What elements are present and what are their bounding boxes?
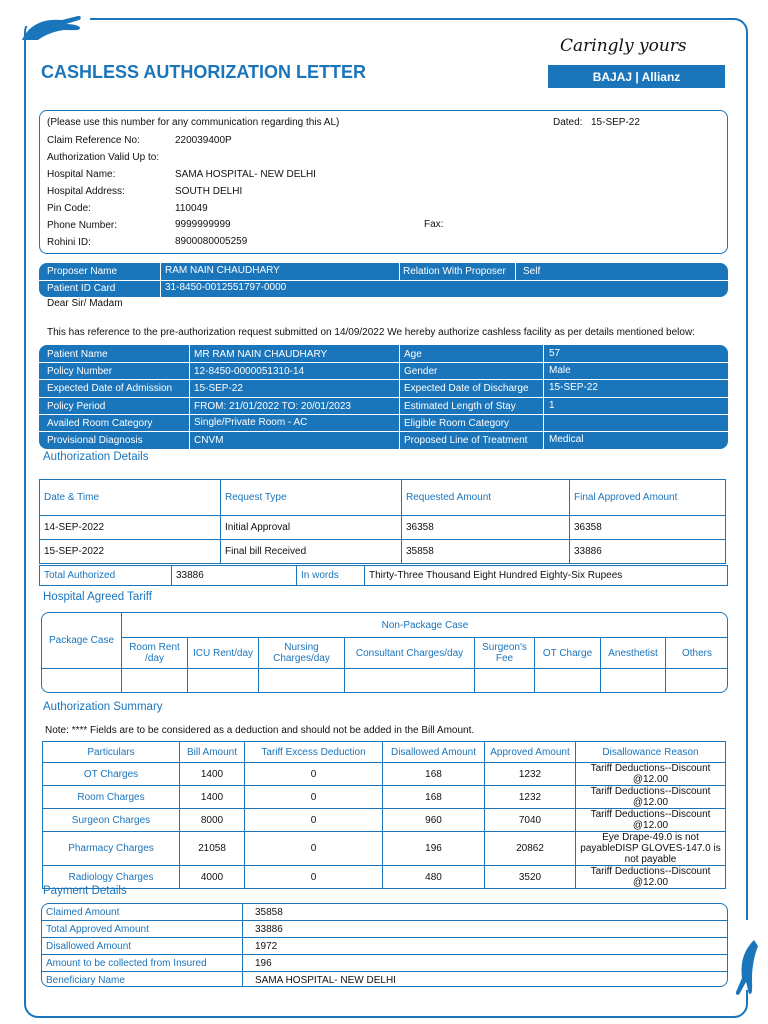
proposer-col-divider-2	[399, 263, 400, 280]
patient-row-divider	[39, 397, 728, 398]
payment-table	[41, 903, 728, 987]
header-cell: Consultant Charges/day	[345, 638, 475, 669]
room-category-value: Single/Private Room - AC	[194, 417, 308, 428]
reason-cell: Tariff Deductions--Discount @12.00	[576, 763, 726, 786]
table-cell	[122, 669, 188, 694]
table-cell	[345, 669, 475, 694]
pin-code-value: 110049	[175, 203, 208, 214]
payment-label: Amount to be collected from Insured	[42, 955, 243, 972]
tagline: Caringly yours	[560, 36, 687, 56]
dated-label: Dated:	[553, 117, 583, 128]
table-cell	[475, 669, 535, 694]
table-row	[42, 669, 729, 694]
table-row	[42, 904, 729, 921]
proposer-col-divider-3	[515, 263, 516, 280]
table-cell: 33886	[570, 540, 726, 564]
policy-period-value: FROM: 21/01/2022 TO: 20/01/2023	[194, 401, 351, 412]
table-cell	[601, 669, 666, 694]
age-value: 57	[549, 348, 561, 359]
phone-value: 9999999999	[175, 219, 231, 230]
diagnosis-label: Provisional Diagnosis	[47, 435, 143, 446]
header-cell: Nursing Charges/day	[259, 638, 345, 669]
patient-col-divider	[189, 345, 190, 449]
package-case-header: Package Case	[42, 613, 122, 669]
header-cell: Request Type	[221, 480, 402, 516]
table-cell	[666, 669, 729, 694]
table-cell: 480	[383, 866, 485, 889]
table-cell: 1232	[485, 786, 576, 809]
payment-value: SAMA HOSPITAL- NEW DELHI	[243, 972, 729, 988]
table-row	[42, 955, 729, 972]
header-cell: Date & Time	[40, 480, 221, 516]
eligible-room-label: Eligible Room Category	[404, 418, 510, 429]
table-cell	[42, 669, 122, 694]
patient-id-label: Patient ID Card	[47, 283, 116, 294]
auth-summary-heading: Authorization Summary	[43, 701, 163, 713]
discharge-date-value: 15-SEP-22	[549, 382, 598, 393]
payment-label: Claimed Amount	[42, 904, 243, 921]
payment-label: Total Approved Amount	[42, 921, 243, 938]
claim-ref-value: 220039400P	[175, 135, 232, 146]
table-row	[43, 832, 726, 866]
header-cell: Particulars	[43, 742, 180, 763]
table-cell: 20862	[485, 832, 576, 866]
tariff-heading: Hospital Agreed Tariff	[43, 591, 152, 603]
table-cell: 0	[245, 832, 383, 866]
table-cell	[188, 669, 259, 694]
hospital-address-label: Hospital Address:	[47, 186, 125, 197]
header-cell: Final Approved Amount	[570, 480, 726, 516]
table-cell: 1232	[485, 763, 576, 786]
phone-label: Phone Number:	[47, 220, 118, 231]
dated-value: 15-SEP-22	[591, 117, 640, 128]
caring-hand-icon	[18, 10, 84, 44]
table-cell: 0	[245, 786, 383, 809]
room-category-label: Availed Room Category	[47, 418, 153, 429]
table-cell: 1400	[180, 763, 245, 786]
in-words-label: In words	[297, 566, 365, 586]
table-cell: 21058	[180, 832, 245, 866]
header-cell: Room Rent /day	[122, 638, 188, 669]
non-package-case-header: Non-Package Case	[122, 613, 729, 638]
claim-ref-label: Claim Reference No:	[47, 135, 140, 146]
admission-date-label: Expected Date of Admission	[47, 383, 173, 394]
table-row	[42, 972, 729, 988]
gender-value: Male	[549, 365, 571, 376]
proposer-name-label: Proposer Name	[47, 266, 118, 277]
brand-logo-text: BAJAJ | Allianz	[592, 69, 681, 84]
table-cell: 196	[383, 832, 485, 866]
payment-value: 1972	[243, 938, 729, 955]
table-header-row	[40, 480, 726, 516]
tariff-table	[41, 612, 728, 693]
table-row	[42, 938, 729, 955]
table-header-row	[43, 742, 726, 763]
admission-date-value: 15-SEP-22	[194, 383, 243, 394]
discharge-date-label: Expected Date of Discharge	[404, 383, 529, 394]
table-cell: Final bill Received	[221, 540, 402, 564]
header-cell: Disallowance Reason	[576, 742, 726, 763]
diagnosis-value: CNVM	[194, 435, 224, 446]
salutation: Dear Sir/ Madam	[47, 298, 123, 309]
table-row	[43, 763, 726, 786]
hospital-address-value: SOUTH DELHI	[175, 186, 243, 197]
table-cell: Initial Approval	[221, 516, 402, 540]
payment-value: 35858	[243, 904, 729, 921]
fax-label: Fax:	[424, 219, 444, 230]
rohini-value: 8900080005259	[175, 236, 248, 247]
particular-cell: OT Charges	[43, 763, 180, 786]
policy-number-value: 12-8450-0000051310-14	[194, 366, 305, 377]
payment-heading: Payment Details	[43, 885, 127, 897]
particular-cell: Pharmacy Charges	[43, 832, 180, 866]
claim-note: (Please use this number for any communication regarding this AL)	[47, 117, 340, 128]
table-cell: 0	[245, 809, 383, 832]
table-cell	[259, 669, 345, 694]
patient-name-value: MR RAM NAIN CHAUDHARY	[194, 349, 328, 360]
table-cell: 0	[245, 866, 383, 889]
table-cell	[535, 669, 601, 694]
table-header-row	[42, 638, 729, 669]
table-cell: 35858	[402, 540, 570, 564]
table-cell: 168	[383, 763, 485, 786]
rohini-label: Rohini ID:	[47, 237, 91, 248]
hospital-name-value: SAMA HOSPITAL- NEW DELHI	[175, 169, 316, 180]
treatment-value: Medical	[549, 434, 584, 445]
reason-cell: Tariff Deductions--Discount @12.00	[576, 866, 726, 889]
payment-label: Beneficiary Name	[42, 972, 243, 988]
pin-code-label: Pin Code:	[47, 203, 91, 214]
table-cell: 8000	[180, 809, 245, 832]
particular-cell: Surgeon Charges	[43, 809, 180, 832]
length-of-stay-label: Estimated Length of Stay	[404, 401, 516, 412]
relation-label: Relation With Proposer	[403, 266, 506, 277]
tariff-grid	[41, 612, 728, 693]
auth-details-heading: Authorization Details	[43, 451, 149, 463]
header-cell: Surgeon's Fee	[475, 638, 535, 669]
reason-cell: Tariff Deductions--Discount @12.00	[576, 809, 726, 832]
particular-cell: Radiology Charges	[43, 866, 180, 889]
policy-period-label: Policy Period	[47, 401, 106, 412]
relation-value: Self	[523, 266, 541, 277]
header-cell: OT Charge	[535, 638, 601, 669]
patient-id-value: 31-8450-0012551797-0000	[165, 282, 287, 293]
header-cell: Requested Amount	[402, 480, 570, 516]
brand-logo	[548, 65, 725, 88]
auth-total-table	[39, 565, 728, 586]
in-words-value: Thirty-Three Thousand Eight Hundred Eighty-Six Rupees	[365, 566, 728, 586]
proposer-divider	[39, 280, 728, 281]
page-title: CASHLESS AUTHORIZATION LETTER	[41, 62, 366, 82]
header-cell: Tariff Excess Deduction	[245, 742, 383, 763]
age-label: Age	[404, 349, 422, 360]
table-row	[40, 540, 726, 564]
total-authorized-label: Total Authorized	[40, 566, 172, 586]
header-cell: Approved Amount	[485, 742, 576, 763]
particular-cell: Room Charges	[43, 786, 180, 809]
patient-row-divider	[39, 414, 728, 415]
proposer-name-value: RAM NAIN CHAUDHARY	[165, 265, 280, 276]
table-header-row	[42, 613, 729, 638]
auth-summary-table	[42, 741, 726, 889]
table-row	[43, 809, 726, 832]
auth-details-table	[39, 479, 726, 564]
patient-row-divider	[39, 379, 728, 380]
patient-col-divider	[543, 345, 544, 449]
table-cell: 15-SEP-2022	[40, 540, 221, 564]
header-cell: Others	[666, 638, 729, 669]
table-cell: 14-SEP-2022	[40, 516, 221, 540]
payment-value: 196	[243, 955, 729, 972]
table-row	[42, 921, 729, 938]
table-cell: 36358	[402, 516, 570, 540]
table-cell: 960	[383, 809, 485, 832]
patient-name-label: Patient Name	[47, 349, 108, 360]
header-cell: Disallowed Amount	[383, 742, 485, 763]
claim-info-box	[39, 110, 728, 254]
policy-number-label: Policy Number	[47, 366, 113, 377]
hospital-name-label: Hospital Name:	[47, 169, 116, 180]
table-cell: 36358	[570, 516, 726, 540]
table-row	[40, 516, 726, 540]
header-cell: ICU Rent/day	[188, 638, 259, 669]
patient-col-divider	[399, 345, 400, 449]
length-of-stay-value: 1	[549, 400, 555, 411]
reason-cell: Eye Drape-49.0 is not payableDISP GLOVES-147.0 is not payable	[576, 832, 726, 866]
gender-label: Gender	[404, 366, 438, 377]
table-cell: 1400	[180, 786, 245, 809]
caring-hand-icon-bottom	[726, 938, 760, 998]
proposer-col-divider	[160, 263, 161, 297]
payment-grid	[41, 903, 728, 987]
payment-label: Disallowed Amount	[42, 938, 243, 955]
table-row	[43, 866, 726, 889]
table-cell: 168	[383, 786, 485, 809]
reason-cell: Tariff Deductions--Discount @12.00	[576, 786, 726, 809]
patient-row-divider	[39, 362, 728, 363]
summary-note: Note: **** Fields are to be considered as a deduction and should not be added in the Bill Amount.	[45, 725, 475, 736]
total-authorized-value: 33886	[172, 566, 297, 586]
letter-body: This has reference to the pre-authorization request submitted on 14/09/2022 We hereby authorize cashless facility as per details mentioned below:	[47, 327, 695, 338]
table-cell: 7040	[485, 809, 576, 832]
table-cell: 3520	[485, 866, 576, 889]
payment-value: 33886	[243, 921, 729, 938]
header-cell: Bill Amount	[180, 742, 245, 763]
treatment-label: Proposed Line of Treatment	[404, 435, 528, 446]
table-row	[43, 786, 726, 809]
header-cell: Anesthetist	[601, 638, 666, 669]
table-row	[40, 566, 728, 586]
auth-valid-label: Authorization Valid Up to:	[47, 152, 160, 163]
table-cell: 0	[245, 763, 383, 786]
patient-row-divider	[39, 431, 728, 432]
table-cell: 4000	[180, 866, 245, 889]
